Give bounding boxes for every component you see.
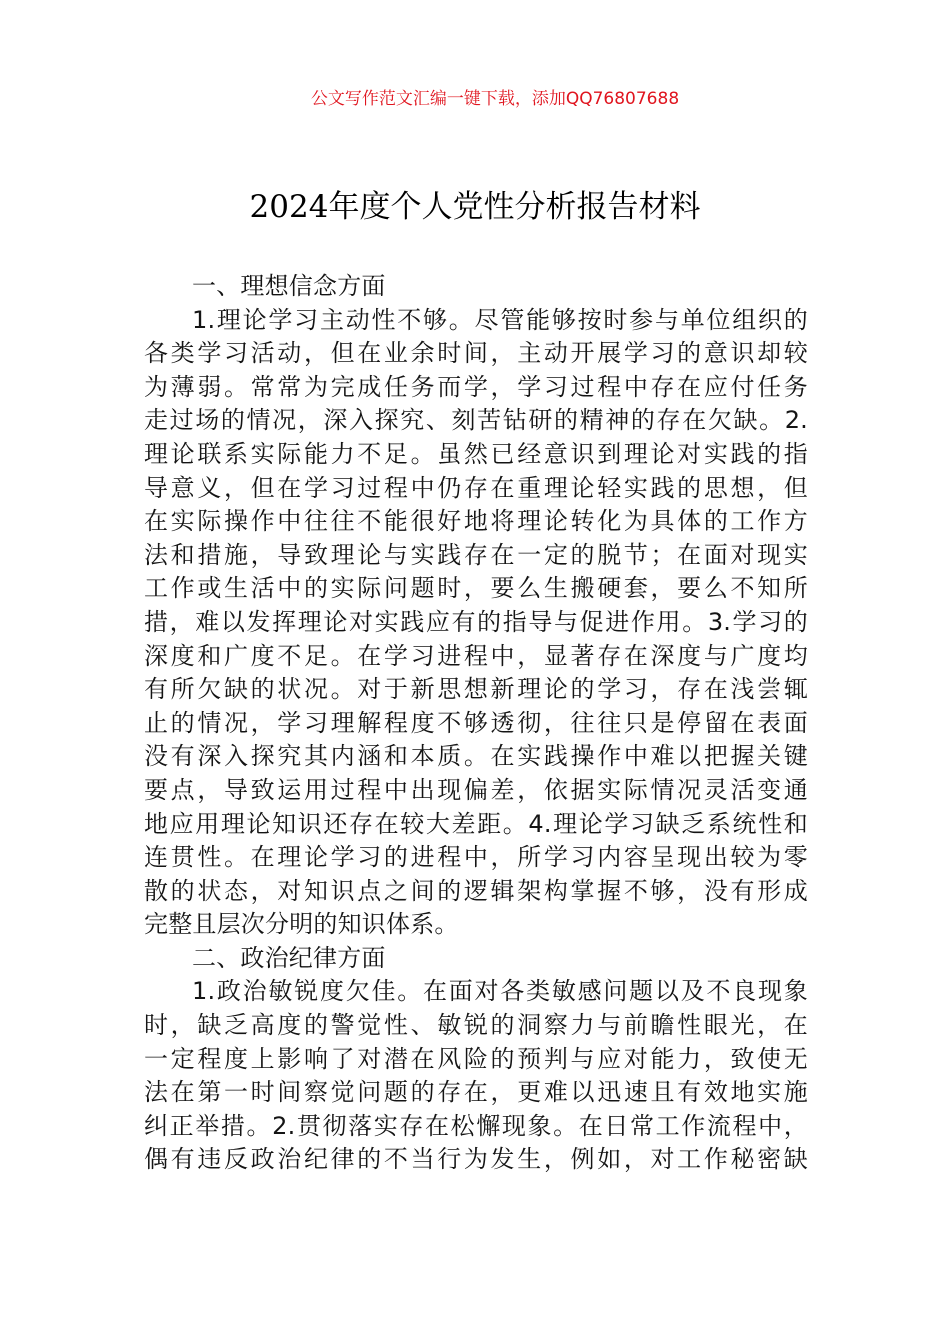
paragraph-line: 理论联系实际能力不足。虽然已经意识到理论对实践的指 [144, 439, 808, 468]
document-body [144, 270, 808, 1177]
paragraph-line: 纠正举措。2.贯彻落实存在松懈现象。在日常工作流程中， [144, 1111, 808, 1140]
paragraph-line: 各类学习活动，但在业余时间，主动开展学习的意识却较 [144, 339, 808, 368]
paragraph-line: 连贯性。在理论学习的进程中，所学习内容呈现出较为零 [144, 843, 808, 872]
paragraph-line: 1.理论学习主动性不够。尽管能够按时参与单位组织的 [192, 305, 808, 334]
section-heading: 二、政治纪律方面 [192, 943, 386, 972]
paragraph-line: 措，难以发挥理论对实践应有的指导与促进作用。3.学习的 [144, 607, 808, 636]
paragraph-line: 一定程度上影响了对潜在风险的预判与应对能力，致使无 [144, 1044, 808, 1073]
paragraph-line: 1.政治敏锐度欠佳。在面对各类敏感问题以及不良现象 [192, 977, 808, 1006]
paragraph-line: 有所欠缺的状况。对于新思想新理论的学习，存在浅尝辄 [144, 675, 808, 704]
paragraph-line: 法在第一时间察觉问题的存在，更难以迅速且有效地实施 [144, 1078, 808, 1107]
paragraph-line: 走过场的情况，深入探究、刻苦钻研的精神的存在欠缺。2. [144, 406, 808, 435]
paragraph-line: 法和措施，导致理论与实践存在一定的脱节；在面对现实 [144, 540, 808, 569]
paragraph-line: 在实际操作中往往不能很好地将理论转化为具体的工作方 [144, 507, 808, 536]
paragraph-line: 散的状态，对知识点之间的逻辑架构掌握不够，没有形成 [144, 876, 808, 905]
paragraph-line: 导意义，但在学习过程中仍存在重理论轻实践的思想，但 [144, 473, 808, 502]
paragraph-line: 深度和广度不足。在学习进程中，显著存在深度与广度均 [144, 641, 808, 670]
section-heading: 一、理想信念方面 [192, 272, 386, 300]
document-title: 2024年度个人党性分析报告材料 [249, 189, 701, 225]
paragraph-line: 偶有违反政治纪律的不当行为发生，例如，对工作秘密缺 [144, 1145, 808, 1174]
paragraph-line: 止的情况，学习理解程度不够透彻，往往只是停留在表面 [144, 708, 808, 737]
paragraph-line: 没有深入探究其内涵和本质。在实践操作中难以把握关键 [144, 742, 808, 771]
paragraph-line: 地应用理论知识还存在较大差距。4.理论学习缺乏系统性和 [144, 809, 808, 838]
paragraph-line: 要点，导致运用过程中出现偏差，依据实际情况灵活变通 [144, 775, 808, 804]
paragraph-line: 为薄弱。常常为完成任务而学，学习过程中存在应付任务 [144, 372, 808, 401]
paragraph-line: 工作或生活中的实际问题时，要么生搬硬套，要么不知所 [144, 574, 808, 603]
watermark-banner: 公文写作范文汇编一键下载，添加QQ76807688 [310, 89, 680, 109]
paragraph-line: 完整且层次分明的知识体系。 [144, 910, 459, 939]
paragraph-line: 时，缺乏高度的警觉性、敏锐的洞察力与前瞻性眼光，在 [144, 1011, 808, 1040]
